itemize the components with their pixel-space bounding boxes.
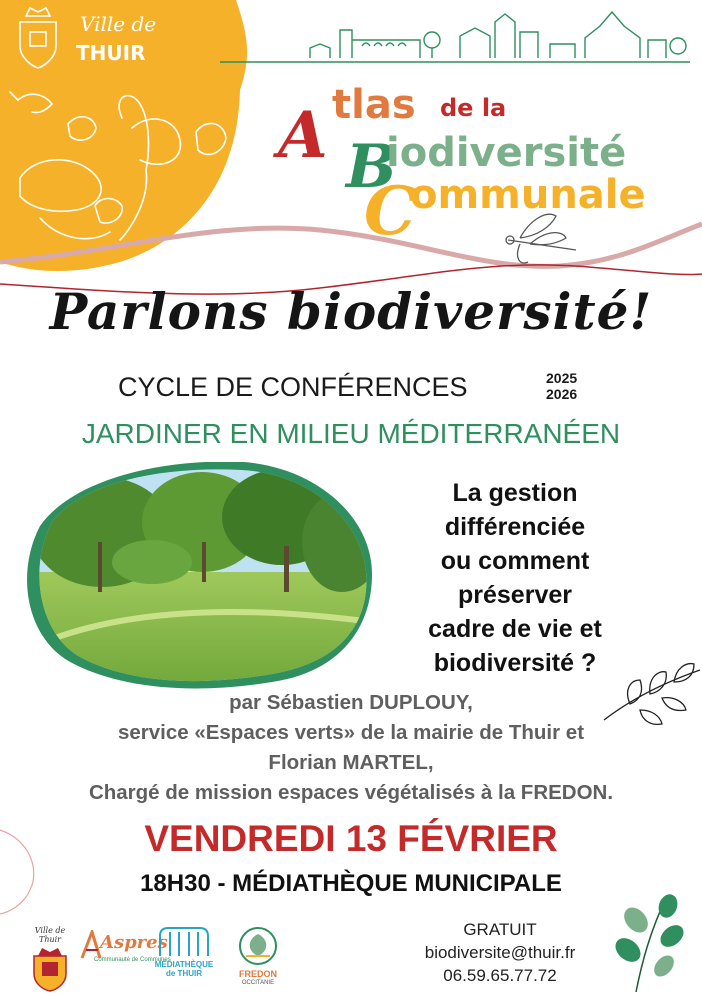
atlas-letter-c: C bbox=[364, 172, 417, 250]
event-date: VENDREDI 13 FÉVRIER bbox=[144, 818, 558, 859]
speaker-line: Chargé de mission espaces végétalisés à la FREDON. bbox=[88, 781, 614, 804]
dragonfly-icon bbox=[506, 214, 576, 263]
contact-block bbox=[400, 918, 600, 987]
logo-mediatheque-line1: MÉDIATHÈQUE bbox=[154, 960, 214, 969]
logo-fredon bbox=[232, 926, 284, 986]
speaker-line: Florian MARTEL, bbox=[268, 751, 434, 774]
question-line: ou comment bbox=[440, 547, 590, 575]
fredon-leaf-icon bbox=[232, 926, 284, 966]
conference-question bbox=[395, 476, 635, 680]
atlas-letter-b: B bbox=[346, 132, 397, 202]
thuir-label: THUIR bbox=[76, 41, 146, 65]
pink-outline-decoration bbox=[0, 820, 60, 920]
speaker-line: service «Espaces verts» de la mairie de Thuir et bbox=[117, 721, 585, 744]
logo-thuir-caption: Ville de Thuir bbox=[34, 926, 66, 944]
cycle-title: CYCLE DE CONFÉRENCES bbox=[118, 372, 468, 402]
logo-aspres-sub: Communauté de Communes bbox=[94, 957, 171, 963]
atlas-word-tlas: tlas bbox=[332, 82, 416, 128]
green-leaves-icon bbox=[606, 892, 696, 992]
atlas-word-ommunale: ommunale bbox=[410, 172, 646, 218]
speaker-line: par Sébastien DUPLOUY, bbox=[229, 691, 473, 714]
logo-mediatheque bbox=[154, 926, 214, 986]
logo-fredon-name: FREDON bbox=[239, 969, 277, 979]
year-start: 2025 bbox=[546, 370, 578, 386]
atlas-letter-a: A bbox=[278, 98, 328, 173]
question-line: préserver bbox=[458, 581, 572, 609]
ville-de-label: Ville de bbox=[80, 12, 157, 36]
question-line: La gestion bbox=[452, 479, 578, 507]
park-photo bbox=[22, 462, 372, 692]
price-label: GRATUIT bbox=[463, 920, 537, 939]
event-venue: 18H30 - MÉDIATHÈQUE MUNICIPALE bbox=[140, 870, 562, 897]
mediatheque-arch-icon bbox=[154, 926, 214, 956]
atlas-word-iodiversite: iodiversité bbox=[386, 130, 627, 176]
logo-aspres bbox=[80, 930, 171, 970]
question-line: différenciée bbox=[444, 513, 586, 541]
question-line: biodiversité ? bbox=[433, 649, 597, 677]
logo-fredon-sub: OCCITANIE bbox=[241, 980, 275, 986]
contact-phone[interactable]: 06.59.65.77.72 bbox=[443, 966, 557, 985]
contact-email[interactable]: biodiversite@thuir.fr bbox=[424, 943, 576, 962]
atlas-word-de-la: de la bbox=[440, 94, 507, 122]
headline: Parlons biodiversité! bbox=[49, 282, 653, 341]
logo-thuir bbox=[28, 926, 72, 986]
question-line: cadre de vie et bbox=[428, 615, 602, 643]
theme-title: JARDINER EN MILIEU MÉDITERRANÉEN bbox=[81, 418, 621, 449]
speakers bbox=[0, 688, 702, 808]
year-end: 2026 bbox=[546, 386, 578, 402]
thuir-crest-icon bbox=[28, 944, 72, 992]
cycle-years bbox=[546, 370, 577, 402]
logo-aspres-name: Aspres bbox=[100, 932, 168, 953]
logo-mediatheque-line2: de THUIR bbox=[166, 969, 202, 978]
